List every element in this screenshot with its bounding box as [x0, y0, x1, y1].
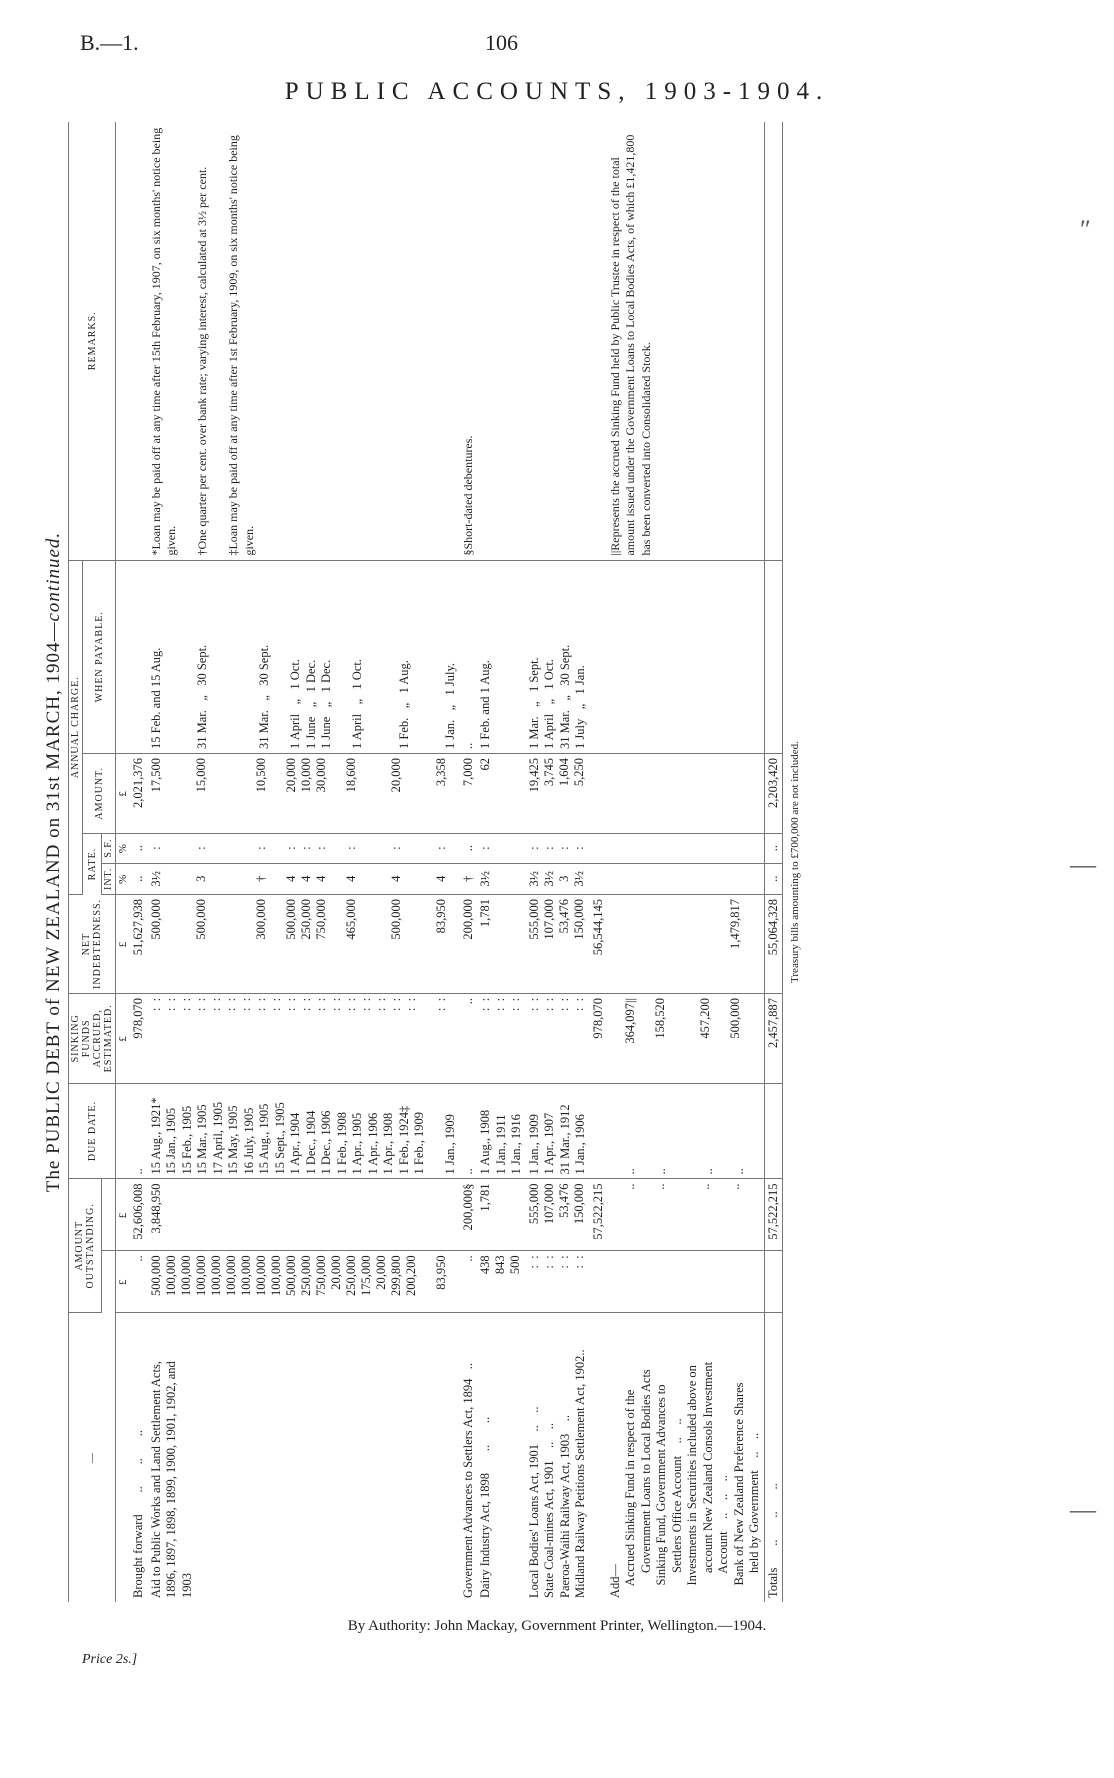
row-sinking-fund: : : : : : : : : : : : : : : : : : : : : : : : : : : : : : : : : : : : : : :	[148, 993, 460, 1083]
row-remarks	[526, 122, 590, 560]
row-net-indebtedness: 1,479,817	[607, 895, 765, 994]
row-due-date: 1 Aug., 1908 1 Jan., 1911 1 Jan., 1916	[477, 1083, 526, 1179]
row-sinking-fund: 978,070	[130, 993, 148, 1083]
currency-pound: £	[116, 895, 131, 994]
row-amount-total: 57,522,215	[590, 1179, 607, 1251]
row-sinking-fund: 2,457,887	[764, 993, 783, 1083]
row-amount-total: 1,781	[477, 1179, 526, 1251]
row-description: Dairy Industry Act, 1898 .. ..	[478, 1416, 492, 1598]
col-amount-total	[102, 1179, 116, 1251]
row-amount-total: 555,000 107,000 53,476 150,000	[526, 1179, 590, 1251]
row-net-indebtedness: 56,544,145	[590, 895, 607, 994]
public-debt-table	[68, 122, 783, 1602]
row-sf-rate	[607, 833, 765, 863]
row-sf-rate: : : : :	[526, 833, 590, 863]
table-row	[477, 122, 526, 1602]
row-due-date: 15 Aug., 1921* 15 Jan., 1905 15 Feb., 1905 15 Mar., 1905 17 April, 1905 15 May, 1905 16 July, 1905 15 Aug., 1905 15 Sept., 1905 1 Apr., 1904 1 Dec., 1904 1 Dec., 1906 1 Feb., 1908 1 Apr., 1905 1 Apr., 1906 1 Apr., 1908 1 Feb., 1924‡ 1 Feb., 1909 1 Jan., 1909	[148, 1083, 460, 1179]
row-interest-rate	[590, 863, 607, 894]
row-annual-amount: 2,203,420	[764, 753, 783, 833]
row-amount-total: .. .. .. ..	[607, 1179, 765, 1251]
row-description: Add— Accrued Sinking Fund in respect of the Government Loans to Local Bodies Acts Sinking Fund, Government Advances to Settlers Office Account .. .. Investments in Securities included above on account New Zealand Consols Investment Account .. .. .. Bank of New Zealand Preference Shares held by Government .. ..	[607, 1361, 761, 1598]
row-annual-amount: 62	[477, 753, 526, 833]
table-row	[526, 122, 590, 1602]
col-amount: AMOUNT.	[83, 753, 116, 833]
row-net-indebtedness: 51,627,938	[130, 895, 148, 994]
row-annual-amount	[607, 753, 765, 833]
row-amount-part	[607, 1251, 765, 1313]
col-sf: S.F.	[102, 833, 116, 863]
currency-pound: £	[116, 1179, 131, 1251]
row-remarks: ||Represents the accrued Sinking Fund held by Public Trustee in respect of the total amount issued under the Government Loans to Local Bodies Acts, of which £1,421,800 has been converted into Consolidated Stock.	[607, 122, 765, 560]
row-due-date	[590, 1083, 607, 1179]
table-row	[148, 122, 460, 1602]
table-title	[40, 122, 68, 1602]
row-when-payable: 15 Feb. and 15 Aug. 31 Mar. „ 30 Sept. 31 Mar. „ 30 Sept. 1 April „ 1 Oct. 1 June „ 1 Dec. 1 June „ 1 Dec. 1 April „ 1 Oct. 1 Feb. „ 1 Aug. 1 Jan. „ 1 July.	[148, 560, 460, 753]
currency-percent: %	[116, 833, 131, 863]
row-amount-part: 500,000 100,000 100,000 100,000 100,000 100,000 100,000 100,000 100,000 500,000 250,000 750,000 20,000 250,000 175,000 20,000 299,800 200,200 83,950	[148, 1251, 460, 1313]
currency-pound: £	[116, 993, 131, 1083]
row-description: Government Advances to Settlers Act, 1894 ..	[460, 1362, 475, 1598]
row-description: Local Bodies' Loans Act, 1901 .. .. State Coal-mines Act, 1901 .. .. Paeroa-Waihi Railway Act, 1903 .. Midland Railway Petitions Settlement Act, 1902..	[526, 1349, 587, 1598]
row-annual-amount: 17,500 15,000 10,500 20,000 10,000 30,000 18,600 20,000 3,358	[148, 753, 460, 833]
row-sf-rate: : : : : : : : : :	[148, 833, 460, 863]
row-interest-rate: ..	[130, 863, 148, 894]
row-amount-part: ..	[460, 1251, 478, 1313]
margin-mark: —	[1070, 850, 1096, 879]
col-description: —	[69, 1313, 116, 1602]
row-due-date	[764, 1083, 783, 1179]
row-sf-rate: ..	[764, 833, 783, 863]
row-description: Aid to Public Works and Land Settlement Acts, 1896, 1897, 1898, 1899, 1900, 1901, 1902, and 1903	[148, 1361, 194, 1598]
col-sinking-funds: SINKING FUNDS ACCRUED, ESTIMATED.	[69, 993, 116, 1083]
row-due-date: ..	[460, 1083, 478, 1179]
row-annual-amount	[590, 753, 607, 833]
currency-pound: £	[116, 1251, 131, 1313]
price-note: Price 2s.]	[82, 1652, 138, 1667]
row-when-payable: 1 Mar. „ 1 Sept. 1 April „ 1 Oct. 31 Mar. „ 30 Sept. 1 July „ 1 Jan.	[526, 560, 590, 753]
row-sinking-fund: ..	[460, 993, 478, 1083]
col-annual-charge: ANNUAL CHARGE.	[69, 560, 83, 894]
row-amount-part: 438 843 500	[477, 1251, 526, 1313]
row-when-payable	[764, 560, 783, 753]
row-when-payable	[607, 560, 765, 753]
row-interest-rate: 3½ 3 † 4 4 4 4 4 4	[148, 863, 460, 894]
footer-imprint: By Authority: John Mackay, Government Printer, Wellington.—1904.	[347, 1618, 767, 1634]
row-when-payable: 1 Feb. and 1 Aug.	[477, 560, 526, 753]
row-description: Totals .. .. ..	[764, 1313, 783, 1602]
col-amount-outstanding: AMOUNT OUTSTANDING.	[69, 1179, 102, 1313]
row-interest-rate: †	[460, 863, 478, 894]
row-net-indebtedness: 55,064,328	[764, 895, 783, 994]
row-remarks: §Short-dated debentures.	[460, 122, 478, 560]
row-when-payable	[130, 560, 148, 753]
row-interest-rate: ..	[764, 863, 783, 894]
row-remarks	[764, 122, 783, 560]
currency-pound: £	[116, 753, 131, 833]
row-when-payable: ..	[460, 560, 478, 753]
table-title-continued: continued.	[43, 531, 64, 622]
row-amount-part: ..	[130, 1251, 148, 1313]
row-interest-rate	[607, 863, 765, 894]
col-rate: RATE.	[83, 833, 102, 894]
row-remarks	[477, 122, 526, 560]
row-annual-amount: 2,021,376	[130, 753, 148, 833]
row-when-payable	[590, 560, 607, 753]
row-net-indebtedness: 1,781	[477, 895, 526, 994]
row-amount-total: 3,848,950	[148, 1179, 460, 1251]
table-row	[130, 122, 148, 1602]
row-description: Brought forward .. .. ..	[131, 1429, 145, 1598]
table-title-main: The PUBLIC DEBT of NEW ZEALAND on 31st MARCH, 1904—	[43, 621, 64, 1193]
col-net-indebtedness: NET INDEBTEDNESS.	[69, 895, 116, 994]
col-due-date: DUE DATE.	[69, 1083, 116, 1179]
row-remarks	[130, 122, 148, 560]
row-net-indebtedness: 500,000 500,000 300,000 500,000 250,000 750,000 465,000 500,000 83,950	[148, 895, 460, 994]
row-amount-part: : : : : : : : :	[526, 1251, 590, 1313]
row-annual-amount: 19,425 3,745 1,604 5,250	[526, 753, 590, 833]
currency-blank	[116, 560, 131, 753]
row-net-indebtedness: 200,000	[460, 895, 478, 994]
row-sf-rate: ..	[460, 833, 478, 863]
row-annual-amount: 7,000	[460, 753, 478, 833]
page-number: 106	[485, 30, 518, 55]
row-amount-part	[764, 1251, 783, 1313]
currency-blank	[116, 1083, 131, 1179]
row-amount-total: 200,000§	[460, 1179, 478, 1251]
margin-mark: —	[1070, 1495, 1096, 1524]
row-sf-rate: ..	[130, 833, 148, 863]
row-sf-rate	[590, 833, 607, 863]
page-title: PUBLIC ACCOUNTS, 1903-1904.	[284, 78, 830, 105]
currency-blank	[116, 1313, 131, 1602]
col-int: INT.	[102, 863, 116, 894]
currency-percent: %	[116, 863, 131, 894]
row-sinking-fund: : : : : : :	[477, 993, 526, 1083]
col-remarks: REMARKS.	[69, 122, 116, 560]
table-row	[460, 122, 478, 1602]
row-due-date: ..	[130, 1083, 148, 1179]
row-sf-rate: :	[477, 833, 526, 863]
table-row	[764, 122, 783, 1602]
row-due-date: .. .. .. ..	[607, 1083, 765, 1179]
row-sinking-fund: : : : : : : : :	[526, 993, 590, 1083]
treasury-bills-note: Treasury bills amounting to £700,000 are not included.	[789, 741, 801, 983]
row-amount-total: 52,606,008	[130, 1179, 148, 1251]
row-remarks	[590, 122, 607, 560]
row-sinking-fund: 364,097|| 158,520 457,200 500,000	[607, 993, 765, 1083]
row-amount-part	[590, 1251, 607, 1313]
row-sinking-fund: 978,070	[590, 993, 607, 1083]
table-row	[607, 122, 765, 1602]
table-row	[590, 122, 607, 1602]
row-remarks: *Loan may be paid off at any time after 15th February, 1907, on six months' notice being given. †One quarter per cent. over bank rate; varying interest, calculated at 3½ per cent. ‡Loan may be paid off at any time after 1st February, 1909, on six months' notice being given.	[148, 122, 460, 560]
currency-blank	[116, 122, 131, 560]
row-amount-total: 57,522,215	[764, 1179, 783, 1251]
row-description	[590, 1313, 607, 1602]
document-code: B.—1.	[80, 30, 139, 55]
row-interest-rate: 3½	[477, 863, 526, 894]
rotated-table-block	[40, 122, 990, 1602]
col-amount-part	[102, 1251, 116, 1313]
row-interest-rate: 3½ 3½ 3 3½	[526, 863, 590, 894]
col-when-payable: WHEN PAYABLE.	[83, 560, 116, 753]
row-due-date: 1 Jan., 1909 1 Apr., 1907 31 Mar., 1912 1 Jan., 1906	[526, 1083, 590, 1179]
margin-mark: ″	[1080, 215, 1091, 244]
row-net-indebtedness: 555,000 107,000 53,476 150,000	[526, 895, 590, 994]
